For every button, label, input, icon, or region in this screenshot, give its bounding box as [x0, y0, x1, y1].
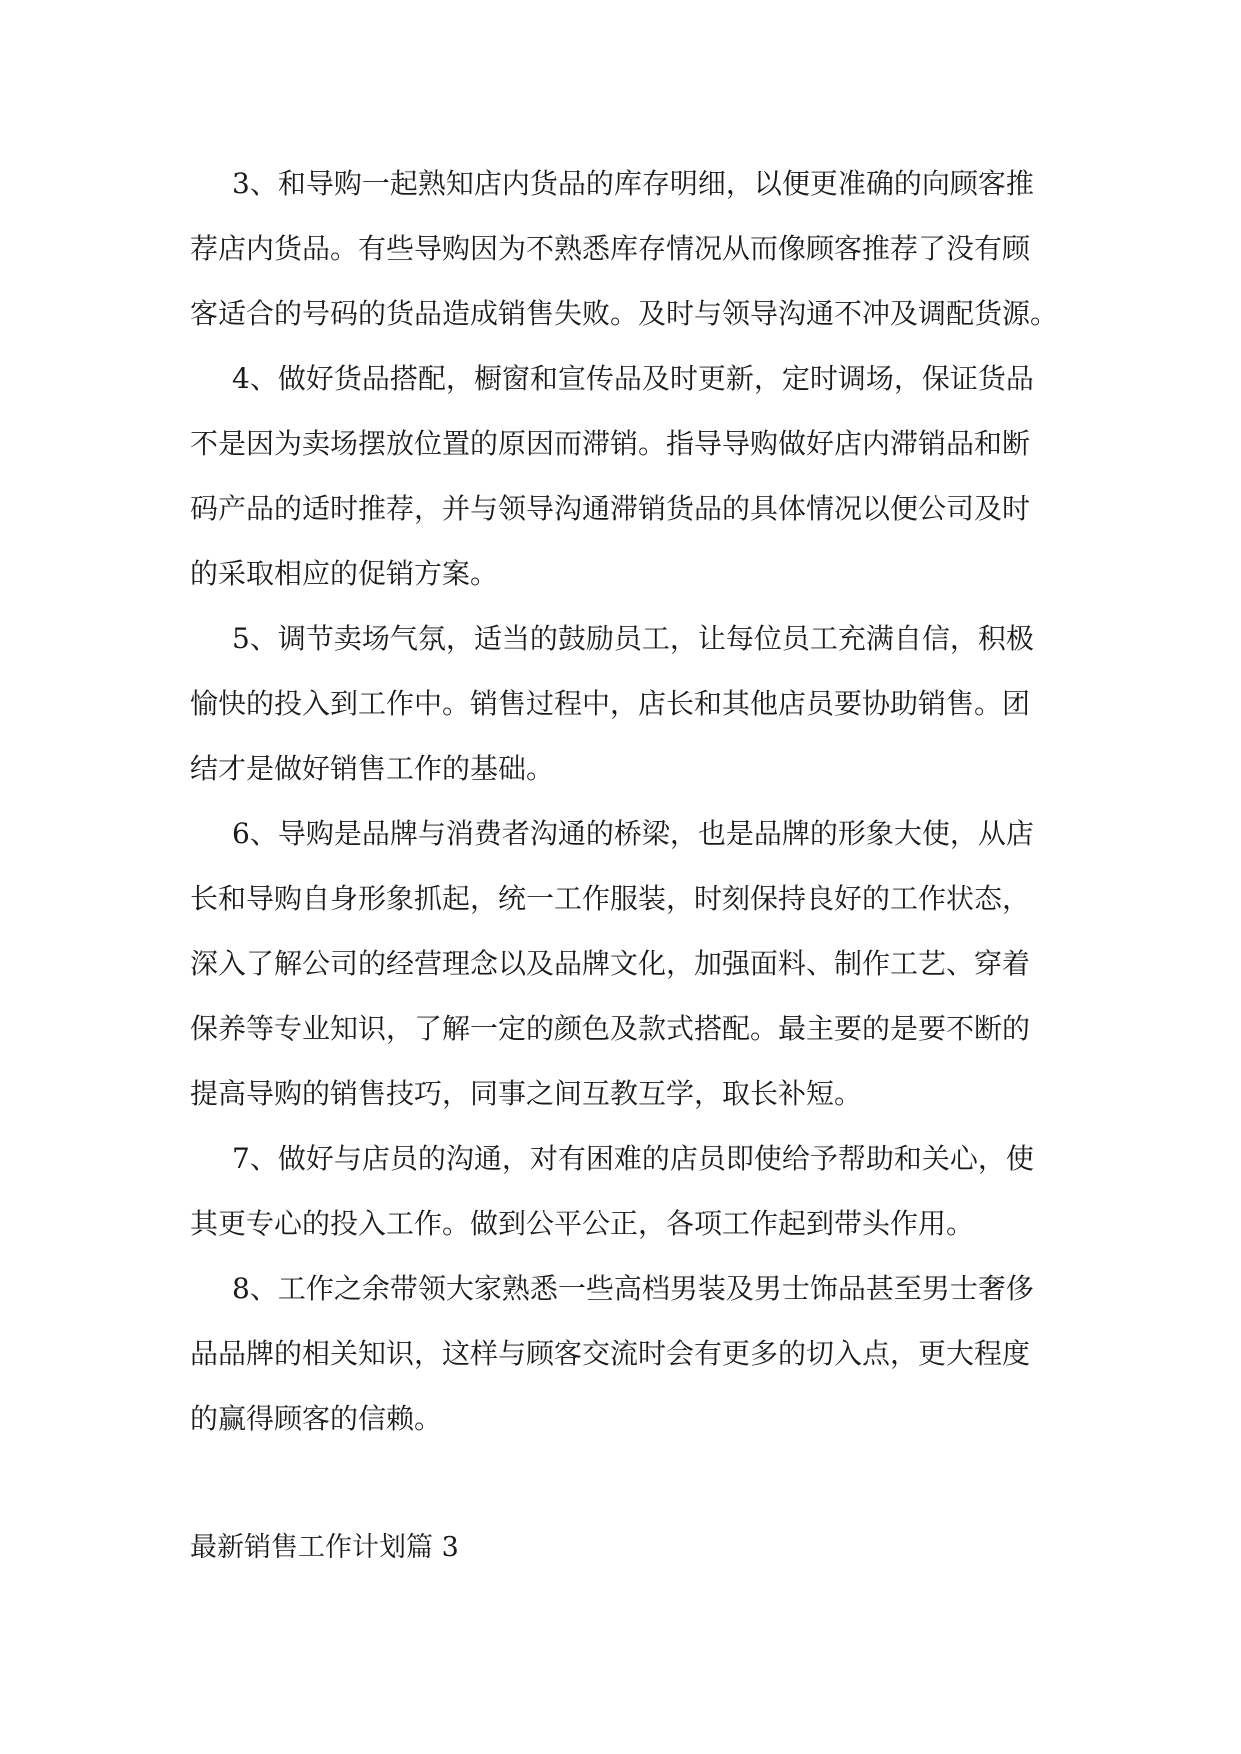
section-heading: 最新销售工作计划篇 3 [190, 1532, 459, 1563]
item-6-line-5: 提高导购的销售技巧，同事之间互教互学，取长补短。 [190, 1077, 863, 1110]
item-4-line-1: 4、做好货品搭配，橱窗和宣传品及时更新，定时调场，保证货品 [232, 362, 1034, 395]
item-4-line-3: 码产品的适时推荐，并与领导沟通滞销货品的具体情况以便公司及时 [190, 492, 1031, 525]
item-8-line-2: 品品牌的相关知识，这样与顾客交流时会有更多的切入点，更大程度 [190, 1337, 1031, 1370]
item-5-line-3: 结才是做好销售工作的基础。 [190, 752, 555, 785]
item-4-line-4: 的采取相应的促销方案。 [190, 557, 499, 590]
item-3-line-2: 荐店内货品。有些导购因为不熟悉库存情况从而像顾客推荐了没有顾 [190, 232, 1031, 265]
item-5-line-1: 5、调节卖场气氛，适当的鼓励员工，让每位员工充满自信，积极 [232, 622, 1034, 655]
item-6-line-2: 长和导购自身形象抓起，统一工作服装，时刻保持良好的工作状态， [190, 882, 1031, 915]
item-6-line-3: 深入了解公司的经营理念以及品牌文化，加强面料、制作工艺、穿着 [190, 947, 1031, 980]
item-7-line-1: 7、做好与店员的沟通，对有困难的店员即使给予帮助和关心，使 [232, 1142, 1034, 1175]
item-6-line-1: 6、导购是品牌与消费者沟通的桥梁，也是品牌的形象大使，从店 [232, 817, 1034, 850]
item-3-line-1: 3、和导购一起熟知店内货品的库存明细，以便更准确的向顾客推 [232, 167, 1034, 200]
item-7-line-2: 其更专心的投入工作。做到公平公正，各项工作起到带头作用。 [190, 1207, 975, 1240]
item-4-line-2: 不是因为卖场摆放位置的原因而滞销。指导导购做好店内滞销品和断 [190, 427, 1031, 460]
item-8-line-1: 8、工作之余带领大家熟悉一些高档男装及男士饰品甚至男士奢侈 [232, 1272, 1034, 1305]
item-5-line-2: 愉快的投入到工作中。销售过程中，店长和其他店员要协助销售。团 [190, 687, 1031, 720]
item-6-line-4: 保养等专业知识，了解一定的颜色及款式搭配。最主要的是要不断的 [190, 1012, 1031, 1045]
item-3-line-3: 客适合的号码的货品造成销售失败。及时与领导沟通不冲及调配货源。 [190, 297, 1059, 330]
item-8-line-3: 的赢得顾客的信赖。 [190, 1402, 443, 1435]
